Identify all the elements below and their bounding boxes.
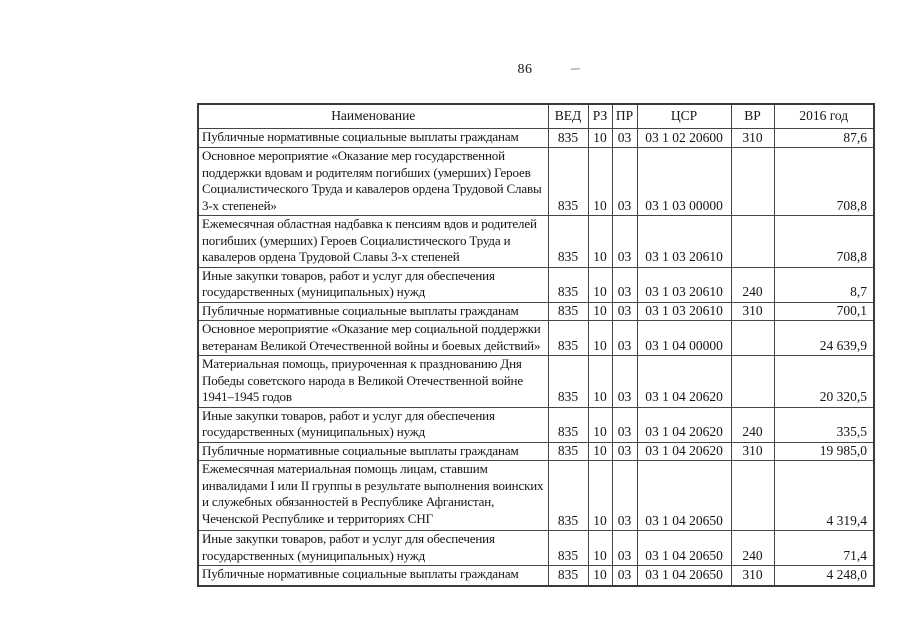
cell-ved: 835 bbox=[548, 356, 588, 408]
col-header-year: 2016 год bbox=[774, 104, 874, 129]
cell-csr: 03 1 04 20620 bbox=[637, 356, 731, 408]
table-row bbox=[198, 148, 874, 216]
table-row bbox=[198, 531, 874, 566]
cell-pr: 03 bbox=[612, 302, 637, 321]
cell-pr: 03 bbox=[612, 356, 637, 408]
col-header-csr: ЦСР bbox=[637, 104, 731, 129]
cell-rz: 10 bbox=[588, 356, 612, 408]
cell-year: 4 248,0 bbox=[774, 566, 874, 586]
cell-pr: 03 bbox=[612, 129, 637, 148]
cell-name: Ежемесячная областная надбавка к пенсиям вдов и родителей погибших (умерших) Героев Социалистического Труда и кавалеров ордена Трудовой Славы 3-х степеней bbox=[198, 216, 548, 268]
cell-rz: 10 bbox=[588, 302, 612, 321]
cell-ved: 835 bbox=[548, 442, 588, 461]
cell-csr: 03 1 04 20620 bbox=[637, 442, 731, 461]
cell-rz: 10 bbox=[588, 148, 612, 216]
table-row bbox=[198, 302, 874, 321]
cell-rz: 10 bbox=[588, 566, 612, 586]
cell-rz: 10 bbox=[588, 267, 612, 302]
table-row bbox=[198, 129, 874, 148]
cell-year: 71,4 bbox=[774, 531, 874, 566]
cell-csr: 03 1 03 20610 bbox=[637, 302, 731, 321]
cell-csr: 03 1 04 00000 bbox=[637, 321, 731, 356]
cell-rz: 10 bbox=[588, 321, 612, 356]
cell-rz: 10 bbox=[588, 407, 612, 442]
cell-pr: 03 bbox=[612, 148, 637, 216]
cell-csr: 03 1 03 00000 bbox=[637, 148, 731, 216]
cell-name: Публичные нормативные социальные выплаты гражданам bbox=[198, 566, 548, 586]
cell-year: 700,1 bbox=[774, 302, 874, 321]
cell-rz: 10 bbox=[588, 216, 612, 268]
table-row bbox=[198, 407, 874, 442]
cell-vr: 310 bbox=[731, 302, 774, 321]
cell-vr bbox=[731, 148, 774, 216]
cell-year: 708,8 bbox=[774, 148, 874, 216]
cell-vr: 310 bbox=[731, 566, 774, 586]
header-row bbox=[198, 104, 874, 129]
cell-name: Основное мероприятие «Оказание мер социальной поддержки ветеранам Великой Отечественной войны и боевых действий» bbox=[198, 321, 548, 356]
cell-pr: 03 bbox=[612, 442, 637, 461]
cell-pr: 03 bbox=[612, 267, 637, 302]
cell-rz: 10 bbox=[588, 531, 612, 566]
table-row bbox=[198, 566, 874, 586]
budget-table bbox=[197, 103, 875, 587]
cell-ved: 835 bbox=[548, 321, 588, 356]
cell-pr: 03 bbox=[612, 461, 637, 531]
cell-ved: 835 bbox=[548, 461, 588, 531]
cell-name: Публичные нормативные социальные выплаты гражданам bbox=[198, 442, 548, 461]
cell-csr: 03 1 04 20650 bbox=[637, 566, 731, 586]
cell-rz: 10 bbox=[588, 442, 612, 461]
cell-name: Материальная помощь, приуроченная к празднованию Дня Победы советского народа в Великой Отечественной войне 1941–1945 годов bbox=[198, 356, 548, 408]
cell-vr: 240 bbox=[731, 407, 774, 442]
cell-pr: 03 bbox=[612, 216, 637, 268]
col-header-ved: ВЕД bbox=[548, 104, 588, 129]
scan-artifact-dash bbox=[571, 68, 580, 71]
cell-ved: 835 bbox=[548, 148, 588, 216]
cell-name: Публичные нормативные социальные выплаты гражданам bbox=[198, 302, 548, 321]
cell-name: Основное мероприятие «Оказание мер государственной поддержки вдовам и родителям погибших (умерших) Героев Социалистического Труда и кавалеров ордена Трудовой Славы 3-х степеней» bbox=[198, 148, 548, 216]
cell-csr: 03 1 02 20600 bbox=[637, 129, 731, 148]
cell-csr: 03 1 03 20610 bbox=[637, 216, 731, 268]
cell-vr: 240 bbox=[731, 267, 774, 302]
cell-vr bbox=[731, 321, 774, 356]
page-number: 86 bbox=[517, 62, 533, 77]
cell-csr: 03 1 04 20650 bbox=[637, 461, 731, 531]
cell-vr: 310 bbox=[731, 442, 774, 461]
cell-year: 24 639,9 bbox=[774, 321, 874, 356]
cell-year: 87,6 bbox=[774, 129, 874, 148]
cell-ved: 835 bbox=[548, 216, 588, 268]
cell-name: Иные закупки товаров, работ и услуг для обеспечения государственных (муниципальных) нужд bbox=[198, 407, 548, 442]
cell-rz: 10 bbox=[588, 129, 612, 148]
cell-year: 20 320,5 bbox=[774, 356, 874, 408]
cell-rz: 10 bbox=[588, 461, 612, 531]
table-row bbox=[198, 267, 874, 302]
table-row bbox=[198, 321, 874, 356]
cell-pr: 03 bbox=[612, 531, 637, 566]
cell-csr: 03 1 03 20610 bbox=[637, 267, 731, 302]
cell-vr bbox=[731, 461, 774, 531]
col-header-pr: ПР bbox=[612, 104, 637, 129]
cell-pr: 03 bbox=[612, 321, 637, 356]
cell-ved: 835 bbox=[548, 566, 588, 586]
col-header-name: Наименование bbox=[198, 104, 548, 129]
cell-name: Публичные нормативные социальные выплаты гражданам bbox=[198, 129, 548, 148]
cell-name: Иные закупки товаров, работ и услуг для обеспечения государственных (муниципальных) нужд bbox=[198, 267, 548, 302]
cell-year: 8,7 bbox=[774, 267, 874, 302]
cell-year: 335,5 bbox=[774, 407, 874, 442]
table-row bbox=[198, 461, 874, 531]
cell-year: 19 985,0 bbox=[774, 442, 874, 461]
cell-csr: 03 1 04 20620 bbox=[637, 407, 731, 442]
cell-csr: 03 1 04 20650 bbox=[637, 531, 731, 566]
cell-ved: 835 bbox=[548, 129, 588, 148]
cell-pr: 03 bbox=[612, 566, 637, 586]
table-row bbox=[198, 442, 874, 461]
cell-pr: 03 bbox=[612, 407, 637, 442]
cell-year: 708,8 bbox=[774, 216, 874, 268]
table-row bbox=[198, 356, 874, 408]
cell-year: 4 319,4 bbox=[774, 461, 874, 531]
cell-ved: 835 bbox=[548, 302, 588, 321]
cell-vr bbox=[731, 216, 774, 268]
cell-ved: 835 bbox=[548, 407, 588, 442]
cell-name: Иные закупки товаров, работ и услуг для обеспечения государственных (муниципальных) нужд bbox=[198, 531, 548, 566]
table-row bbox=[198, 216, 874, 268]
cell-vr: 310 bbox=[731, 129, 774, 148]
cell-ved: 835 bbox=[548, 267, 588, 302]
cell-name: Ежемесячная материальная помощь лицам, ставшим инвалидами I или II группы в результате выполнения воинских и служебных обязанностей в Республике Афганистан, Чеченской Республике и территориях СНГ bbox=[198, 461, 548, 531]
col-header-rz: РЗ bbox=[588, 104, 612, 129]
cell-vr: 240 bbox=[731, 531, 774, 566]
cell-vr bbox=[731, 356, 774, 408]
col-header-vr: ВР bbox=[731, 104, 774, 129]
cell-ved: 835 bbox=[548, 531, 588, 566]
